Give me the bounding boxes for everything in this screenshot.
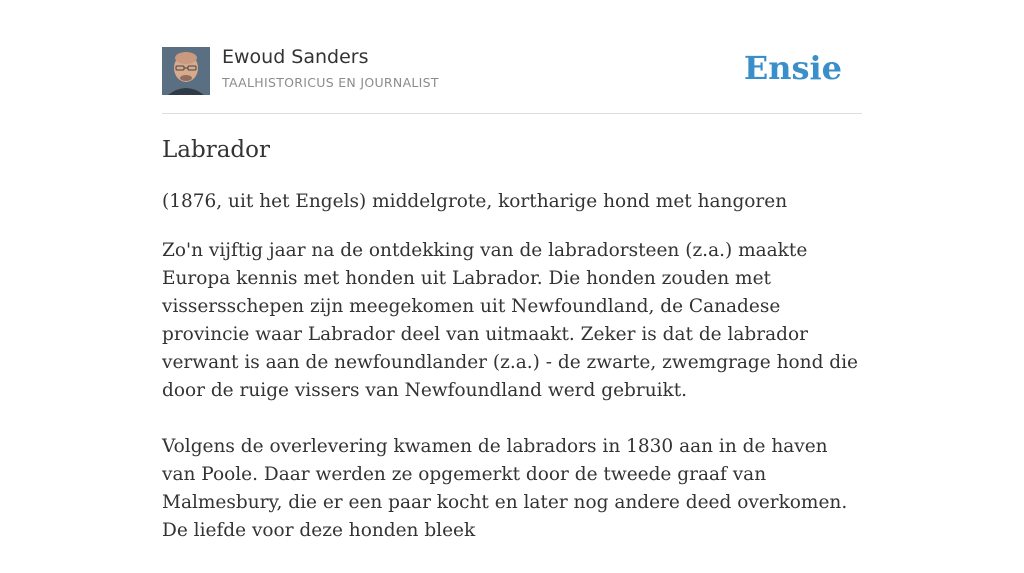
entry-title: Labrador xyxy=(162,137,270,163)
author-header xyxy=(162,0,862,114)
avatar[interactable] xyxy=(162,47,210,95)
author-name[interactable]: Ewoud Sanders xyxy=(222,46,369,68)
avatar-portrait-icon xyxy=(162,47,210,95)
entry-definition: (1876, uit het Engels) middelgrote, kortharige hond met hangoren xyxy=(162,191,788,212)
body-paragraph: Zo'n vijftig jaar na de ontdekking van de labradorsteen (z.a.) maakte Europa kennis met honden uit Labrador. Die honden zouden met vissersschepen zijn meegekomen uit Newfoundland, de Canadese provincie waar Labrador deel van uitmaakt. Zeker is dat de labrador verwant is aan de newfoundlander (z.a.) - de zwarte, zwemgrage hond die door de ruige vissers van Newfoundland werd gebruikt. xyxy=(162,240,858,401)
body-paragraph: Volgens de overlevering kwamen de labradors in 1830 aan in de haven van Poole. Daar werden ze opgemerkt door de tweede graaf van Malmesbury, die er een paar kocht en later nog andere deed overkomen. De liefde voor deze honden bleek xyxy=(162,436,848,541)
entry-body xyxy=(162,237,862,573)
author-role: TAALHISTORICUS EN JOURNALIST xyxy=(222,75,439,90)
ensie-logo[interactable]: Ensie xyxy=(743,49,842,87)
content-column xyxy=(162,0,862,541)
